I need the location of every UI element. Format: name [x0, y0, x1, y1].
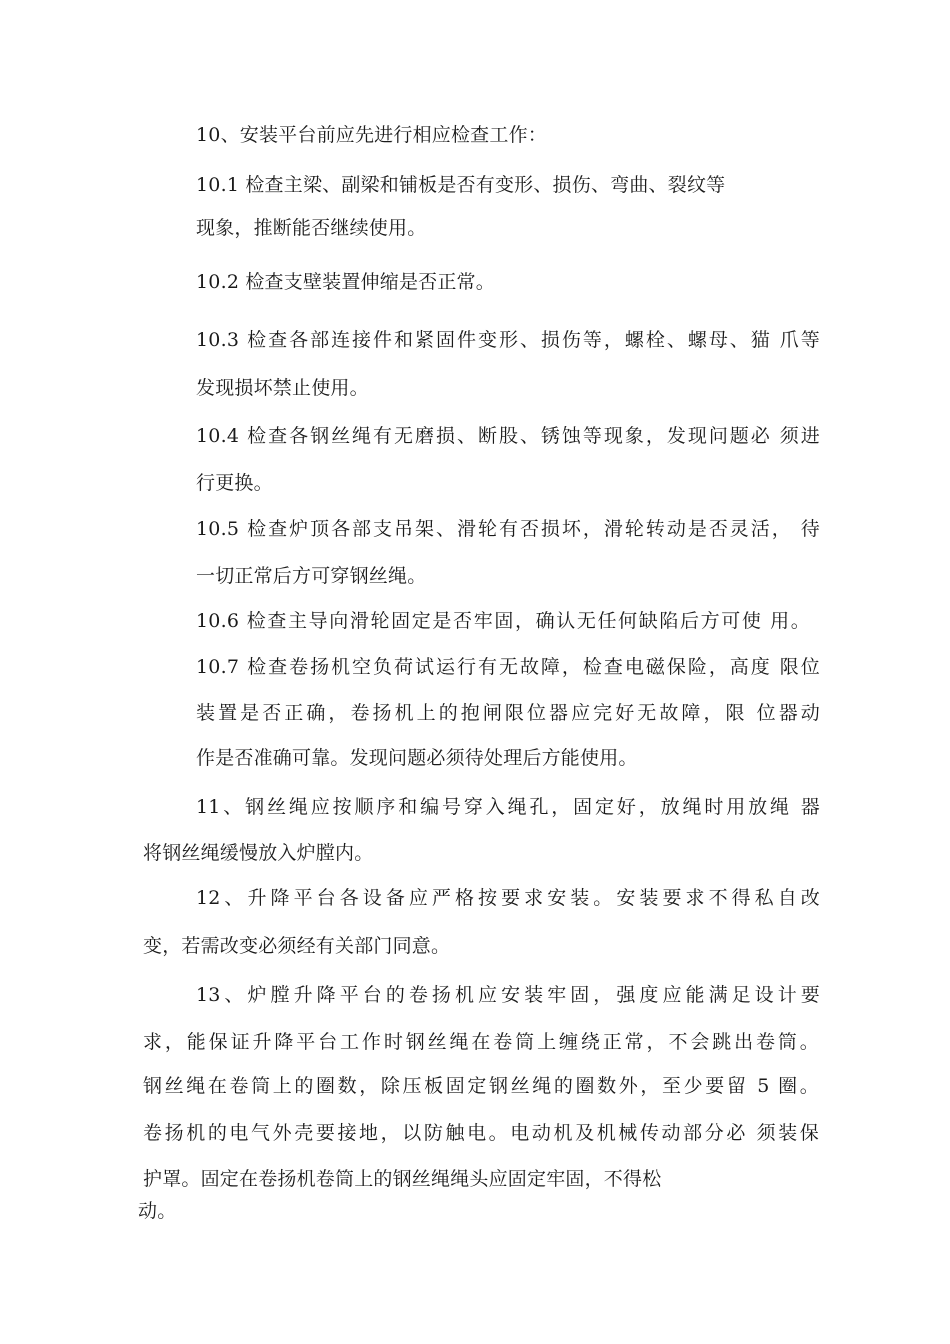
section-12-line-1: 12、升降平台各设备应严格按要求安装。安装要求不得私自改 — [196, 887, 820, 909]
item-10-3-line-2: 发现损坏禁止使用。 — [196, 377, 369, 399]
item-10-1-line-1: 10.1 检查主梁、副梁和铺板是否有变形、损伤、弯曲、裂纹等 — [196, 174, 726, 196]
section-11-line-2: 将钢丝绳缓慢放入炉膛内。 — [143, 842, 374, 864]
item-10-4-line-2: 行更换。 — [196, 472, 273, 494]
item-10-1-line-2: 现象，推断能否继续使用。 — [196, 217, 427, 239]
item-10-7-line-1: 10.7 检查卷扬机空负荷试运行有无故障，检查电磁保险，高度 限位 — [196, 656, 820, 678]
section-13-line-2: 求，能保证升降平台工作时钢丝绳在卷筒上缠绕正常，不会跳出卷筒。 — [143, 1031, 819, 1053]
item-10-3-line-1: 10.3 检查各部连接件和紧固件变形、损伤等，螺栓、螺母、猫 爪等 — [196, 329, 820, 351]
item-10-5-line-1: 10.5 检查炉顶各部支吊架、滑轮有否损坏，滑轮转动是否灵活， 待 — [196, 518, 820, 540]
section-13-line-5: 护罩。固定在卷扬机卷筒上的钢丝绳绳头应固定牢固，不得松 — [143, 1168, 662, 1190]
section-13-line-1: 13、炉膛升降平台的卷扬机应安装牢固，强度应能满足设计要 — [196, 984, 820, 1006]
item-10-5-line-2: 一切正常后方可穿钢丝绳。 — [196, 565, 427, 587]
section-12-line-2: 变，若需改变必须经有关部门同意。 — [143, 935, 451, 957]
section-13-line-3: 钢丝绳在卷筒上的圈数，除压板固定钢丝绳的圈数外，至少要留 5 圈。 — [143, 1075, 819, 1097]
item-10-2: 10.2 检查支壁装置伸缩是否正常。 — [196, 271, 495, 293]
section-10-heading: 10、安装平台前应先进行相应检查工作： — [196, 124, 547, 146]
item-10-4-line-1: 10.4 检查各钢丝绳有无磨损、断股、锈蚀等现象，发现问题必 须进 — [196, 425, 820, 447]
section-13-line-4: 卷扬机的电气外壳要接地，以防触电。电动机及机械传动部分必 须装保 — [143, 1122, 819, 1144]
item-10-7-line-2: 装置是否正确，卷扬机上的抱闸限位器应完好无故障，限 位器动 — [196, 702, 820, 724]
section-13-line-6: 动。 — [138, 1200, 177, 1222]
item-10-7-line-3: 作是否准确可靠。发现问题必须待处理后方能使用。 — [196, 747, 638, 769]
item-10-6: 10.6 检查主导向滑轮固定是否牢固，确认无任何缺陷后方可使 用。 — [196, 610, 810, 632]
section-11-line-1: 11、钢丝绳应按顺序和编号穿入绳孔，固定好，放绳时用放绳 器 — [196, 796, 820, 818]
